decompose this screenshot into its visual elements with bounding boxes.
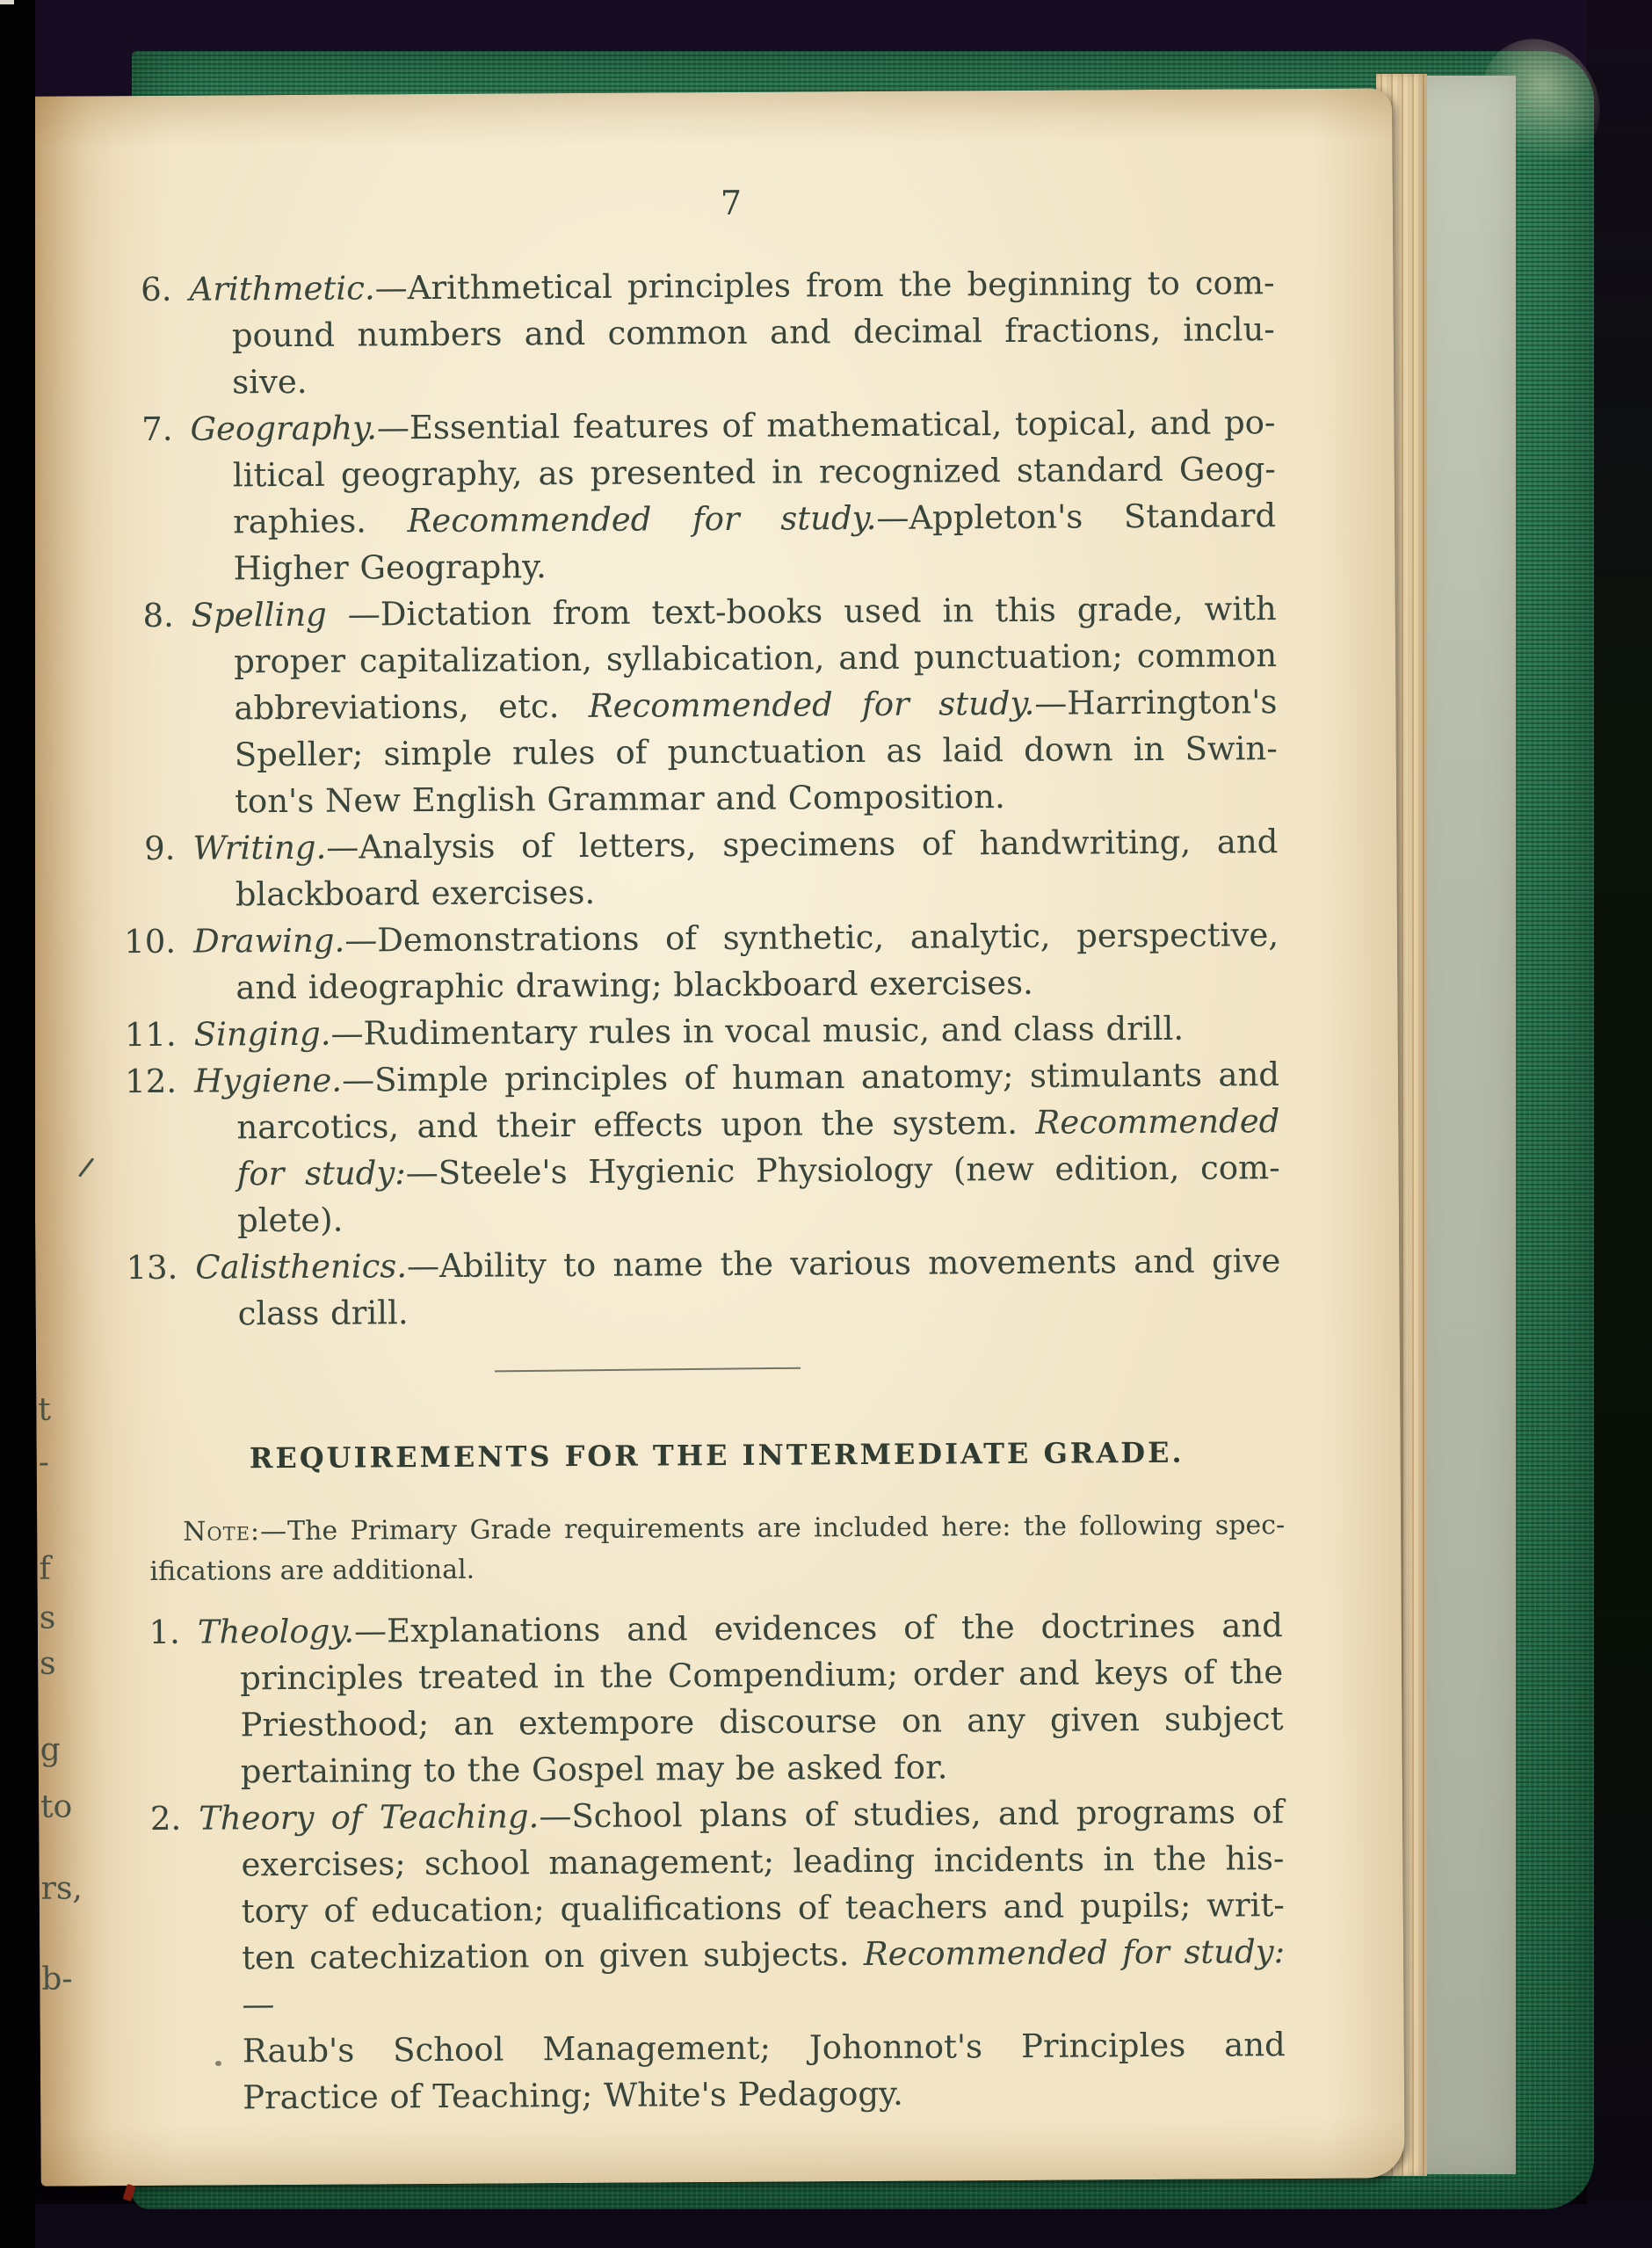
item-line	[234, 678, 1277, 731]
item-line	[189, 259, 1274, 313]
item-line	[240, 1695, 1283, 1748]
list-item	[125, 1051, 1280, 1244]
item-line	[232, 352, 1275, 405]
item-number: 13.	[126, 1248, 178, 1287]
item-line	[241, 1742, 1284, 1795]
text-segment: sive.	[232, 362, 308, 402]
gutter-fragment: -	[38, 1444, 49, 1481]
text-segment: blackboard exercises.	[235, 873, 596, 914]
stray-pen-tick	[78, 1157, 94, 1177]
text-segment: —Simple principles of human anatomy; stimulants and	[341, 1055, 1280, 1099]
item-line	[192, 585, 1277, 639]
text-segment: Writing.	[192, 828, 327, 867]
item-line	[236, 1098, 1279, 1150]
text-segment: and ideographic drawing; blackboard exercises.	[235, 963, 1033, 1007]
text-segment: exercises; school management; leading incidents in the his-	[241, 1839, 1285, 1884]
item-number: 12.	[125, 1062, 178, 1101]
text-segment: —Appleton's Standard	[876, 497, 1277, 537]
text-segment: ten catechization on given subjects.	[242, 1935, 864, 1977]
item-line	[232, 306, 1275, 359]
text-segment: Practice of Teaching; White's Pedagogy.	[242, 2074, 903, 2117]
text-segment: Drawing.	[192, 921, 345, 961]
item-line	[194, 1004, 1279, 1058]
book-page	[28, 88, 1404, 2186]
text-segment: Note:—	[183, 1516, 288, 1548]
scan-corner-sliver	[0, 0, 14, 4]
gutter-fragment: to	[40, 1788, 73, 1825]
item-line	[235, 772, 1278, 824]
text-segment: principles treated in the Compendium; order and keys of the	[240, 1653, 1284, 1698]
item-line	[198, 1602, 1283, 1656]
text-segment: —Dictation from text-books used in this grade, with	[347, 590, 1277, 634]
item-line	[234, 632, 1277, 685]
note	[149, 1505, 1286, 1592]
item-line	[192, 818, 1278, 872]
section-divider	[495, 1367, 801, 1373]
text-segment: —Analysis of letters, specimens of handwriting, and	[326, 823, 1279, 867]
item-number: 8.	[142, 596, 174, 635]
text-segment: class drill.	[237, 1294, 409, 1333]
page-speck	[215, 2061, 221, 2066]
gutter-fragment: g	[40, 1731, 61, 1768]
text-segment: tory of education; qualifications of teachers and pupils; writ-	[241, 1886, 1285, 1931]
text-segment: —Harrington's	[1034, 683, 1278, 722]
item-line	[237, 1191, 1280, 1244]
item-number: 1.	[149, 1613, 181, 1652]
text-segment: —Arithmetical principles from the beginning to com-	[374, 264, 1275, 308]
note-line	[149, 1545, 1285, 1592]
text-segment: litical geography, as presented in recognized standard Geog-	[232, 450, 1276, 495]
item-line	[233, 539, 1276, 591]
gutter-fragment: t	[38, 1391, 51, 1428]
text-segment: —Rudimentary rules in vocal music, and class drill.	[330, 1009, 1185, 1053]
item-line	[199, 1788, 1284, 1842]
item-line	[194, 1051, 1279, 1105]
list-item	[124, 1004, 1279, 1058]
gutter-fragment: s	[39, 1645, 56, 1682]
item-line	[241, 1835, 1284, 1888]
text-segment: Raub's School Management; Johonnot's Principles and	[242, 2026, 1286, 2070]
list-item	[124, 911, 1279, 1012]
text-segment: Theory of Teaching.	[199, 1797, 540, 1838]
list-item	[141, 399, 1277, 592]
text-segment: pound numbers and common and decimal fractions, inclu-	[231, 310, 1275, 355]
text-segment: —Demonstrations of synthetic, analytic, perspective,	[344, 916, 1279, 960]
gutter-fragment: b-	[41, 1961, 73, 1998]
text-segment: —Ability to name the various movements and give	[406, 1242, 1281, 1286]
text-segment: Recommended	[1035, 1102, 1280, 1142]
text-segment: proper capitalization, syllabication, and punctuation; common	[234, 636, 1278, 681]
gutter-fragment: s	[39, 1599, 56, 1636]
item-line	[195, 1237, 1280, 1291]
text-segment: The Primary Grade requirements are included here: the following spec-	[286, 1510, 1286, 1548]
item-line	[235, 725, 1278, 778]
text-segment: —Essential features of mathematical, topical, and po-	[376, 403, 1276, 447]
item-number: 11.	[124, 1015, 177, 1055]
item-line	[237, 1144, 1280, 1197]
item-line	[193, 911, 1279, 965]
text-segment: Calisthenics.	[195, 1247, 408, 1287]
section-heading: REQUIREMENTS FOR THE INTERMEDIATE GRADE.	[249, 1435, 1185, 1476]
text-segment: Speller; simple rules of punctuation as laid down in Swin-	[234, 729, 1278, 774]
item-number: 10.	[124, 922, 177, 961]
list-item	[141, 259, 1275, 406]
list-item	[143, 818, 1279, 918]
text-segment: Recommended for study:—	[242, 1933, 1286, 2024]
item-line	[242, 1882, 1285, 1934]
text-segment: Recommended for study.	[588, 684, 1035, 725]
backdrop-bottom	[0, 2204, 1652, 2248]
list-item	[142, 585, 1279, 825]
text-segment: pertaining to the Gospel may be asked for.	[240, 1748, 948, 1791]
text-segment: narcotics, and their effects upon the system.	[236, 1103, 1036, 1147]
item-line	[233, 492, 1276, 545]
text-segment: Theology.	[197, 1612, 355, 1651]
text-segment: Hygiene.	[193, 1061, 343, 1100]
item-number: 2.	[149, 1799, 182, 1838]
gutter-fragment: f	[39, 1550, 51, 1587]
item-line	[235, 865, 1279, 917]
text-segment: Higher Geography.	[233, 547, 547, 588]
text-segment: Priesthood; an extempore discourse on any given subject	[240, 1700, 1284, 1744]
item-line	[190, 399, 1275, 453]
item-line	[235, 958, 1279, 1011]
text-segment: for study:	[236, 1154, 406, 1193]
text-segment: plete).	[236, 1200, 344, 1240]
item-line	[233, 446, 1276, 498]
text-segment: Arithmetic.	[189, 269, 375, 308]
item-line	[243, 2068, 1286, 2121]
intermediate-grade-list	[149, 1602, 1286, 2121]
text-segment: —Explanations and evidences of the doctrines and	[353, 1606, 1283, 1650]
note-line	[149, 1505, 1285, 1552]
list-item	[126, 1237, 1281, 1338]
text-segment: raphies.	[233, 502, 408, 541]
item-number: 6.	[141, 270, 172, 309]
item-number: 7.	[141, 410, 173, 449]
gutter-fragment: rs,	[40, 1870, 83, 1907]
text-segment: abbreviations, etc.	[234, 686, 589, 728]
text-segment: ifications are additional.	[149, 1554, 475, 1587]
text-segment: —School plans of studies, and programs of	[539, 1793, 1285, 1836]
item-line	[242, 1928, 1286, 2027]
text-segment: Geography.	[190, 409, 378, 448]
item-number: 9.	[143, 829, 176, 868]
text-segment: Recommended for study.	[407, 498, 877, 540]
backdrop-right	[1587, 0, 1652, 2248]
scan-left-black-bar	[0, 0, 35, 2248]
item-line	[238, 1284, 1281, 1337]
list-item	[149, 1602, 1284, 1795]
list-item	[149, 1788, 1286, 2121]
primary-grade-list	[124, 259, 1281, 1338]
text-segment: Spelling	[191, 595, 348, 635]
text-segment: ton's New English Grammar and Composition.	[234, 778, 1005, 821]
item-line	[243, 2021, 1286, 2074]
text-segment: —Steele's Hygienic Physiology (new edition, com-	[405, 1149, 1280, 1193]
item-line	[240, 1649, 1283, 1701]
text-segment: Singing.	[193, 1014, 331, 1054]
page-number: 7	[720, 183, 743, 223]
